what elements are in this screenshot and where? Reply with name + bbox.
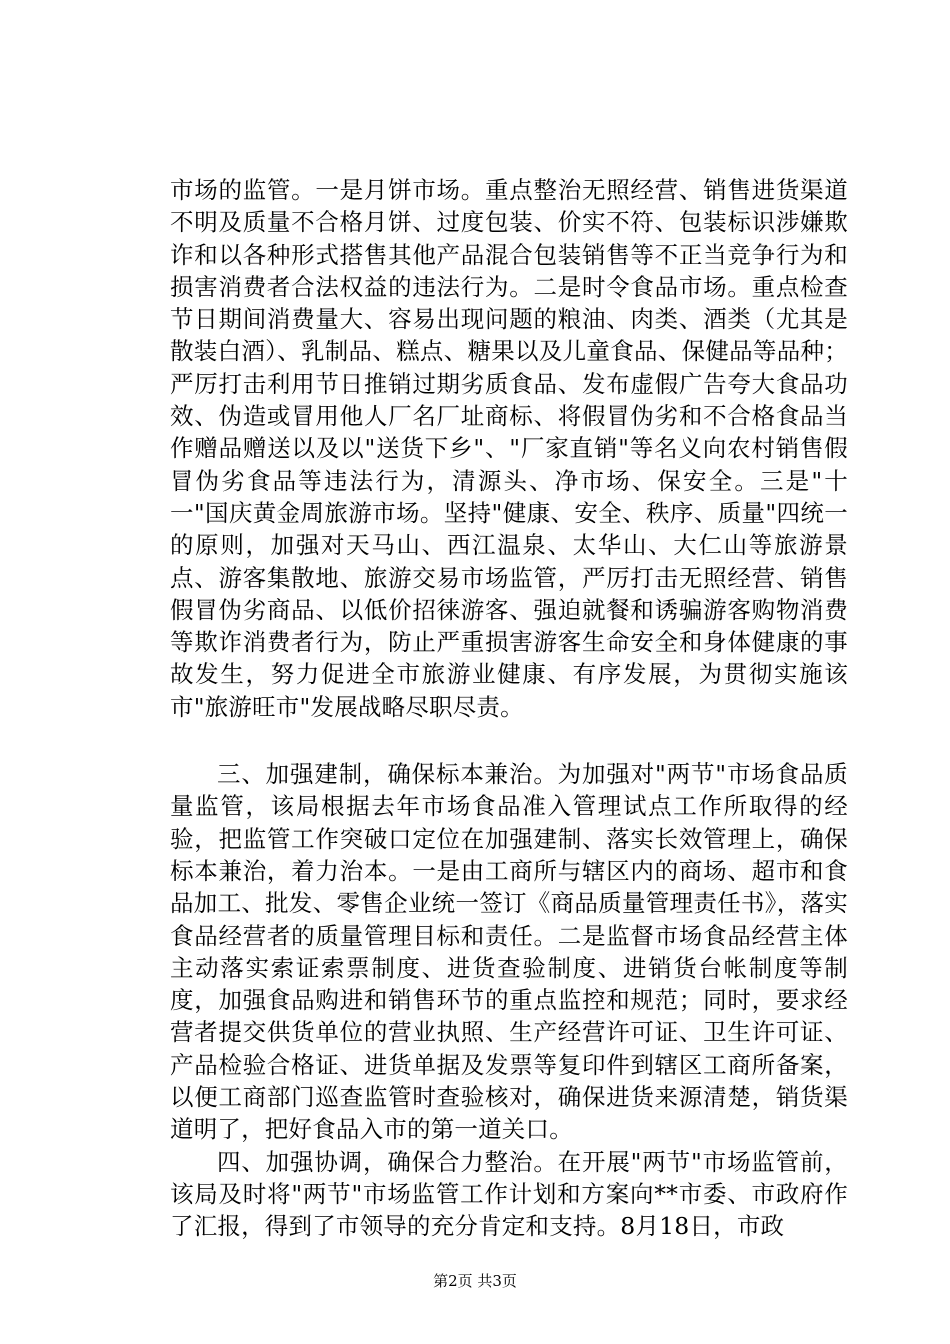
paragraph-2: 三、加强建制，确保标本兼治。为加强对"两节"市场食品质量监管，该局根据去年市场食品准入管理试点工作所取得的经验，把监管工作突破口定位在加强建制、落实长效管理上，确保标本兼治，着力治本。一是由工商所与辖区内的商场、超市和食品加工、批发、零售企业统一签订《商品质量管理责任书》，落实食品经营者的质量管理目标和责任。二是监督市场食品经营主体主动落实索证索票制度、进货查验制度、进销货台帐制度等制度，加强食品购进和销售环节的重点监控和规范；同时，要求经营者提交供货单位的营业执照、生产经营许可证、卫生许可证、产品检验合格证、进货单据及发票等复印件到辖区工商所备案，以便工商部门巡查监管时查验核对，确保进货来源清楚，销货渠道明了，把好食品入市的第一道关口。 [170,760,848,1144]
paragraph-1: 市场的监管。一是月饼市场。重点整治无照经营、销售进货渠道不明及质量不合格月饼、过度包装、价实不符、包装标识涉嫌欺诈和以各种形式搭售其他产品混合包装销售等不正当竞争行为和损害消费者合法权益的违法行为。二是时令食品市场。重点检查节日期间消费量大、容易出现问题的粮油、肉类、酒类（尤其是散装白酒）、乳制品、糕点、糖果以及儿童食品、保健品等品种；严厉打击利用节日推销过期劣质食品、发布虚假广告夸大食品功效、伪造或冒用他人厂名厂址商标、将假冒伪劣和不合格食品当作赠品赠送以及以"送货下乡"、"厂家直销"等名义向农村销售假冒伪劣食品等违法行为，清源头、净市场、保安全。三是"十一"国庆黄金周旅游市场。坚持"健康、安全、秩序、质量"四统一的原则，加强对天马山、西江温泉、太华山、大仁山等旅游景点、游客集散地、旅游交易市场监管，严厉打击无照经营、销售假冒伪劣商品、以低价招徕游客、强迫就餐和诱骗游客购物消费等欺诈消费者行为，防止严重损害游客生命安全和身体健康的事故发生，努力促进全市旅游业健康、有序发展，为贯彻实施该市"旅游旺市"发展战略尽职尽责。 [170,176,848,721]
paragraph-spacer [170,723,848,758]
page-number-footer: 第2页 共3页 [433,1272,517,1290]
document-body [170,174,848,1243]
paragraph-3: 四、加强协调，确保合力整治。在开展"两节"市场监管前，该局及时将"两节"市场监管工作计划和方案向**市委、市政府作了汇报，得到了市领导的充分肯定和支持。8月18日，市政 [170,1147,848,1241]
